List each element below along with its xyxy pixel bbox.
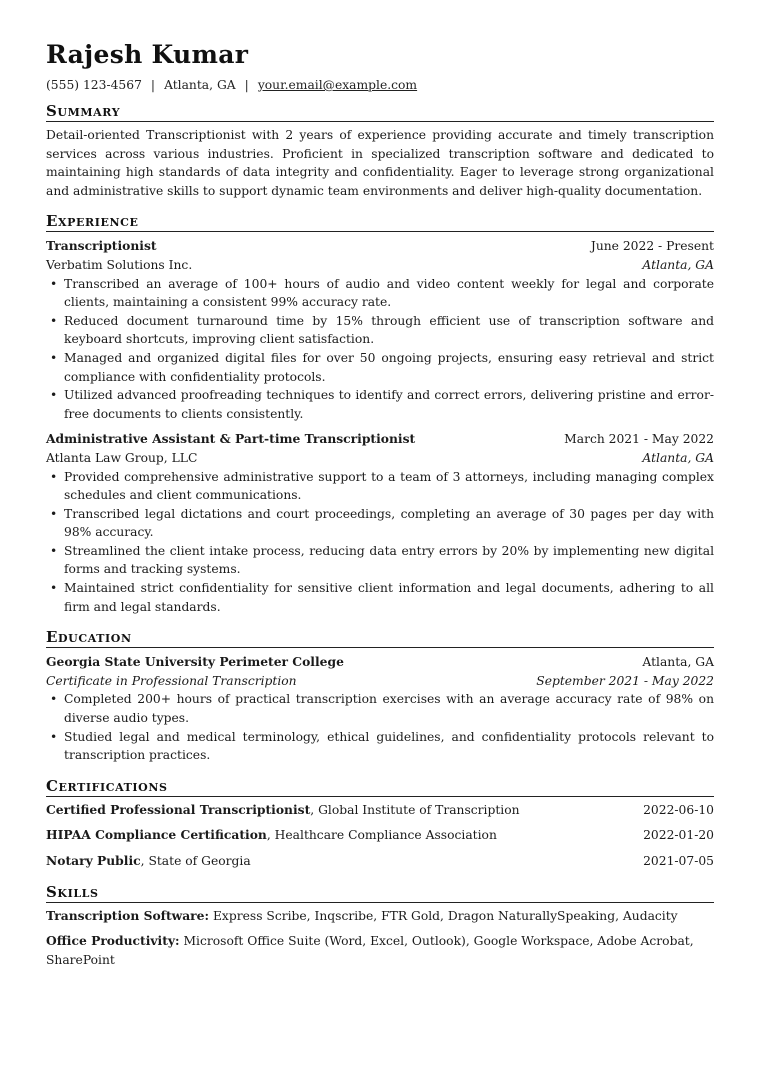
list-item: • Transcribed an average of 100+ hours of audio and video content weekly for legal and corporate clients, maintaining a consistent 99% accuracy rate.: [46, 275, 714, 312]
section-title-skills: Skills: [46, 883, 714, 903]
certification-row: [46, 852, 714, 871]
certification-issuer: , Healthcare Compliance Association: [266, 828, 497, 843]
summary-section: [46, 102, 714, 200]
list-item: • Managed and organized digital files for over 50 ongoing projects, ensuring easy retrieval and strict compliance with confidentiality protocols.: [46, 349, 714, 386]
skill-value: Microsoft Office Suite (Word, Excel, Outlook), Google Workspace, Adobe Acrobat, SharePoint: [46, 934, 694, 967]
job-company: Verbatim Solutions Inc.: [46, 257, 193, 272]
list-item: • Studied legal and medical terminology, ethical guidelines, and confidentiality protocols relevant to transcription practices.: [46, 728, 714, 765]
job-entry: [46, 237, 714, 423]
candidate-name: Rajesh Kumar: [46, 40, 249, 69]
list-item: • Provided comprehensive administrative support to a team of 3 attorneys, including managing complex schedules and client communications.: [46, 468, 714, 505]
job-role: Transcriptionist: [46, 238, 157, 254]
job-location: Atlanta, GA: [642, 257, 714, 272]
list-item: • Transcribed legal dictations and court proceedings, completing an average of 30 pages per day with 98% accuracy.: [46, 505, 714, 542]
experience-section: [46, 212, 714, 616]
location: Atlanta, GA: [164, 78, 236, 92]
job-dates: March 2021 - May 2022: [564, 432, 714, 447]
section-title-education: Education: [46, 628, 714, 648]
certification-name: HIPAA Compliance Certification: [46, 827, 267, 843]
resume-page: [46, 40, 714, 969]
certification-name: Certified Professional Transcriptionist: [46, 801, 311, 817]
education-header: [46, 653, 714, 672]
job-header: [46, 237, 714, 256]
skill-label: Transcription Software:: [46, 907, 210, 923]
contact-line: [46, 76, 714, 94]
phone-number: (555) 123-4567: [46, 78, 142, 92]
list-item: • Completed 200+ hours of practical transcription exercises with an average accuracy rate of 98% on diverse audio types.: [46, 690, 714, 727]
skills-section: [46, 883, 714, 970]
certification-row: [46, 801, 714, 820]
job-dates: June 2022 - Present: [590, 239, 714, 254]
education-section: [46, 628, 714, 765]
certification-text: [46, 852, 251, 871]
school-location: Atlanta, GA: [642, 655, 714, 670]
certification-row: [46, 826, 714, 845]
email-link[interactable]: your.email@example.com: [257, 78, 418, 92]
certification-name: Notary Public: [46, 853, 141, 868]
education-bullets: [46, 690, 714, 764]
certification-text: [46, 826, 497, 845]
certification-date: 2022-06-10: [643, 802, 714, 817]
skill-label: Office Productivity:: [46, 933, 180, 949]
list-item: • Streamlined the client intake process, reducing data entry errors by 20% by implementing new digital forms and tracking systems.: [46, 542, 714, 579]
summary-text: Detail-oriented Transcriptionist with 2 years of experience providing accurate and timely transcription services across various industries. Proficient in specialized transcription software and dedicated to maintaining high standards of data integrity and confidentiality. Eager to leverage strong organizational and administrative skills to support dynamic team environments and deliver high-quality documentation.: [46, 128, 714, 198]
section-title-summary: Summary: [46, 102, 714, 122]
section-title-certifications: Certifications: [46, 777, 714, 797]
certification-date: 2021-07-05: [643, 854, 714, 868]
list-item: • Utilized advanced proofreading techniques to identify and correct errors, delivering pristine and error-free documents to clients consistently.: [46, 386, 714, 423]
separator: |: [244, 78, 249, 92]
certification-issuer: , Global Institute of Transcription: [310, 802, 520, 817]
job-location: Atlanta, GA: [642, 450, 714, 465]
education-entry: [46, 653, 714, 765]
skill-row: [46, 907, 714, 926]
job-subheader: [46, 449, 714, 468]
job-bullets: [46, 275, 714, 424]
section-title-experience: Experience: [46, 212, 714, 232]
job-subheader: [46, 256, 714, 275]
education-dates: September 2021 - May 2022: [536, 673, 714, 688]
certifications-section: [46, 777, 714, 871]
job-role: Administrative Assistant & Part-time Transcriptionist: [46, 431, 416, 447]
separator: |: [150, 78, 156, 92]
certification-issuer: , State of Georgia: [140, 854, 251, 868]
skill-row: [46, 932, 714, 969]
job-entry: [46, 430, 714, 616]
job-bullets: [46, 468, 714, 617]
job-company: Atlanta Law Group, LLC: [46, 450, 198, 465]
skill-value: Express Scribe, Inqscribe, FTR Gold, Dragon NaturallySpeaking, Audacity: [209, 908, 678, 923]
program-name: Certificate in Professional Transcription: [46, 673, 297, 688]
list-item: • Reduced document turnaround time by 15% through efficient use of transcription software and keyboard shortcuts, improving client satisfaction.: [46, 312, 714, 349]
certification-text: [46, 801, 520, 820]
education-subheader: [46, 672, 714, 691]
school-name: Georgia State University Perimeter College: [46, 654, 344, 670]
job-header: [46, 430, 714, 449]
certification-date: 2022-01-20: [643, 828, 714, 843]
certifications-list: [46, 801, 714, 871]
list-item: • Maintained strict confidentiality for sensitive client information and legal documents, adhering to all firm and legal standards.: [46, 579, 714, 616]
